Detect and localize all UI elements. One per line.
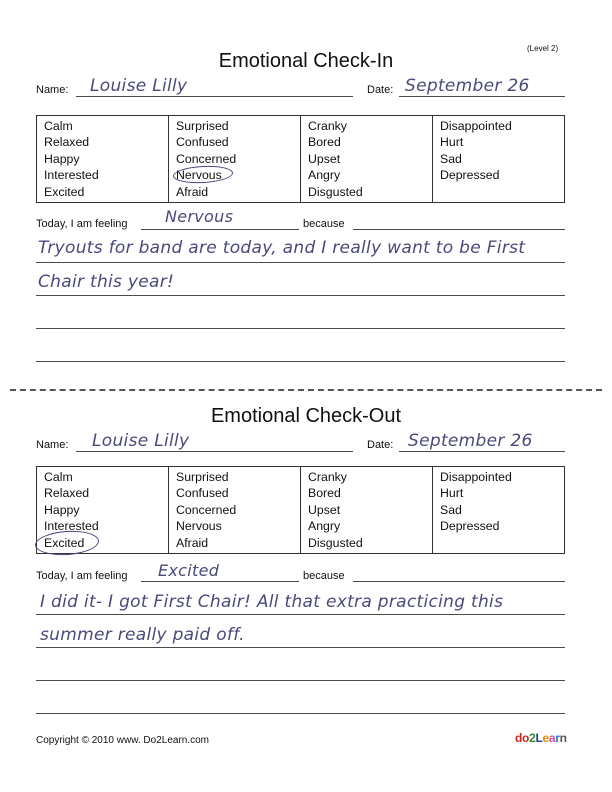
logo-letter: L [535, 731, 543, 745]
emotion-column [37, 467, 168, 553]
checkin-writing-line[interactable] [36, 361, 565, 362]
checkout-writing-line[interactable] [36, 713, 565, 714]
checkout-feeling-field[interactable]: Excited [158, 561, 220, 580]
checkin-because-label: because [303, 218, 345, 230]
emotion-column [300, 467, 432, 553]
checkout-emotion-grid [36, 466, 565, 554]
emotion-option[interactable]: Upset [308, 502, 341, 517]
emotion-option[interactable]: Cranky [308, 119, 347, 133]
emotion-option[interactable]: Disgusted [308, 535, 363, 550]
emotion-option[interactable]: Afraid [176, 184, 209, 199]
checkin-emotion-grid [36, 115, 565, 203]
checkin-name-label: Name: [36, 84, 69, 96]
emotion-column [432, 116, 564, 202]
checkout-writing-line[interactable] [36, 680, 565, 681]
emotion-option[interactable]: Hurt [440, 486, 464, 501]
emotion-column [432, 467, 564, 553]
checkout-name-line [76, 451, 353, 452]
checkout-date-field[interactable]: September 26 [408, 431, 533, 451]
do2learn-logo [515, 731, 567, 745]
checkin-date-field[interactable]: September 26 [405, 76, 530, 96]
level-label: (Level 2) [527, 44, 559, 53]
checkin-because-line [353, 229, 565, 230]
checkout-feeling-label: Today, I am feeling [36, 570, 128, 582]
emotion-option[interactable]: Bored [308, 486, 341, 501]
emotion-column [168, 467, 300, 553]
checkout-because-text[interactable]: summer really paid off. [40, 625, 245, 645]
emotion-option[interactable]: Cranky [308, 470, 347, 484]
logo-letter: 2 [529, 731, 536, 745]
checkin-name-field[interactable]: Louise Lilly [90, 76, 188, 96]
emotion-option[interactable]: Disappointed [440, 470, 512, 484]
emotion-option[interactable]: Concerned [176, 151, 237, 166]
checkin-date-label: Date: [367, 84, 394, 96]
logo-letter: e [542, 731, 549, 745]
checkout-feeling-line [141, 581, 299, 582]
logo-letter: r [555, 731, 560, 745]
emotion-option-label: Excited [44, 535, 85, 550]
checkout-because-label: because [303, 570, 345, 582]
emotion-option[interactable]: Confused [176, 135, 229, 150]
emotion-option[interactable]: Upset [308, 151, 341, 166]
checkin-title: Emotional Check-In [218, 50, 394, 72]
checkin-feeling-label: Today, I am feeling [36, 218, 128, 230]
checkin-writing-line [36, 295, 565, 296]
cut-line-divider [10, 389, 602, 391]
emotion-option[interactable]: Relaxed [44, 486, 90, 501]
emotion-option[interactable]: Nervous [176, 519, 222, 534]
emotion-option[interactable]: Sad [440, 151, 462, 166]
emotion-option[interactable]: Surprised [176, 119, 229, 133]
emotion-option[interactable]: Surprised [176, 470, 229, 484]
emotion-option[interactable]: Concerned [176, 502, 237, 517]
copyright-text: Copyright © 2010 www. Do2Learn.com [36, 735, 210, 746]
emotion-option[interactable]: Excited [44, 184, 85, 199]
checkout-date-line [399, 451, 565, 452]
checkout-writing-line [36, 614, 565, 615]
emotion-option[interactable]: Disgusted [308, 184, 363, 199]
logo-letter: o [522, 731, 530, 745]
checkin-because-text[interactable]: Chair this year! [38, 272, 175, 292]
checkin-feeling-field[interactable]: Nervous [165, 207, 234, 226]
emotion-option[interactable]: Disappointed [440, 119, 512, 133]
emotion-column [37, 116, 168, 202]
emotion-option-selected[interactable] [176, 167, 300, 183]
checkout-because-line [353, 581, 565, 582]
emotion-column [168, 116, 300, 202]
emotion-option[interactable]: Hurt [440, 135, 464, 150]
emotion-option[interactable]: Afraid [176, 535, 209, 550]
emotion-option[interactable]: Sad [440, 502, 462, 517]
emotion-option[interactable]: Angry [308, 519, 341, 534]
checkout-name-field[interactable]: Louise Lilly [92, 431, 190, 451]
emotion-option[interactable]: Angry [308, 168, 341, 183]
emotion-option[interactable]: Relaxed [44, 135, 90, 150]
checkout-title: Emotional Check-Out [210, 405, 402, 427]
emotion-option[interactable]: Confused [176, 486, 229, 501]
checkout-because-text[interactable]: I did it- I got First Chair! All that extra practicing this [40, 592, 504, 612]
emotion-column [300, 116, 432, 202]
emotion-option[interactable]: Happy [44, 151, 80, 166]
emotion-option[interactable]: Interested [44, 519, 99, 534]
checkout-name-label: Name: [36, 439, 69, 451]
checkin-name-line [76, 96, 353, 97]
checkout-writing-line [36, 647, 565, 648]
checkin-writing-line[interactable] [36, 328, 565, 329]
logo-letter: d [515, 731, 523, 745]
emotion-option-label: Nervous [176, 168, 222, 183]
emotion-option[interactable]: Depressed [440, 519, 500, 534]
emotion-option[interactable]: Interested [44, 168, 99, 183]
checkin-feeling-line [141, 229, 299, 230]
emotion-option[interactable]: Calm [44, 119, 73, 133]
emotion-option[interactable]: Calm [44, 470, 73, 484]
checkin-writing-line [36, 262, 565, 263]
emotion-option[interactable]: Happy [44, 502, 80, 517]
emotion-option[interactable]: Depressed [440, 168, 500, 183]
logo-letter: n [559, 731, 567, 745]
checkin-because-text[interactable]: Tryouts for band are today, and I really want to be First [38, 238, 526, 258]
checkin-date-line [399, 96, 565, 97]
emotion-option-selected[interactable] [44, 535, 168, 551]
logo-letter: a [548, 731, 556, 745]
checkout-date-label: Date: [367, 439, 394, 451]
emotion-option[interactable]: Bored [308, 135, 341, 150]
